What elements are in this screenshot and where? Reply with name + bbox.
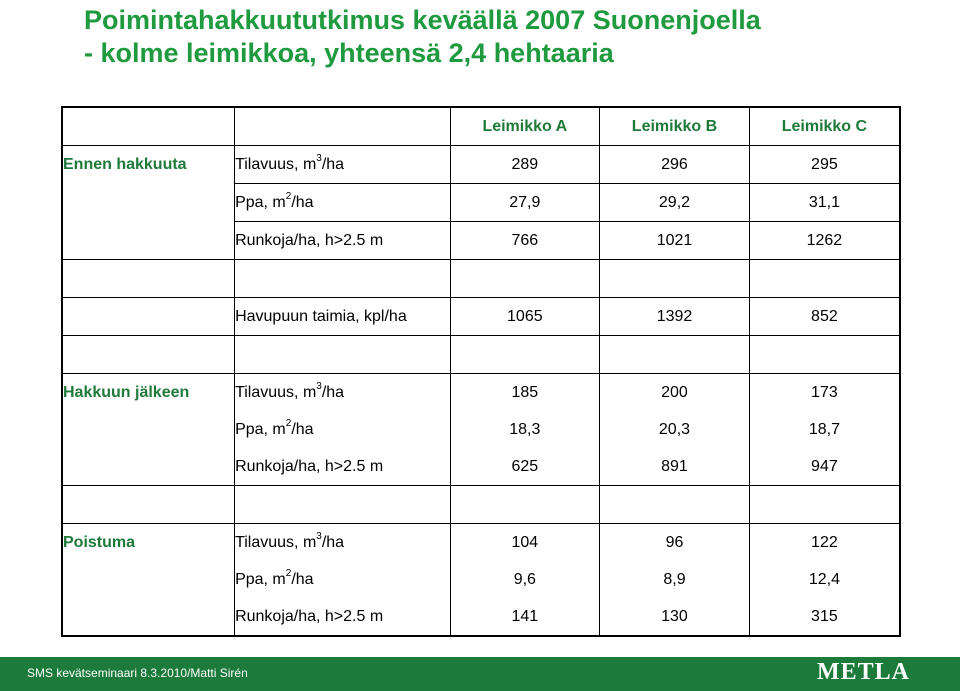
footer-credit: SMS kevätseminaari 8.3.2010/Matti Sirén — [27, 666, 248, 680]
slide-title — [84, 4, 944, 70]
cell-value: 296 — [600, 146, 750, 184]
header-leimikko-a: Leimikko A — [450, 107, 600, 146]
results-table — [61, 106, 901, 637]
cell-value: 9,6 — [450, 561, 600, 598]
table-row — [62, 146, 900, 184]
row-label-volume: Tilavuus, $m^3/ha$ — [235, 146, 450, 184]
row-label-volume: Tilavuus, $m^3/ha$ — [235, 374, 450, 412]
cell-value: 18,7 — [749, 411, 900, 448]
cell-value: 200 — [600, 374, 750, 412]
row-label-ppa: Ppa, $m^2/ha$ — [235, 561, 450, 598]
row-label-seedlings: Havupuun taimia, kpl/ha — [235, 298, 450, 336]
cell-value: 130 — [600, 598, 750, 636]
cell-value: 185 — [450, 374, 600, 412]
spacer-row — [62, 486, 900, 524]
row-label-ppa: Ppa, $m^2/ha$ — [235, 184, 450, 222]
header-leimikko-b: Leimikko B — [600, 107, 750, 146]
header-leimikko-c: Leimikko C — [749, 107, 900, 146]
cell-value: 12,4 — [749, 561, 900, 598]
spacer-row — [62, 260, 900, 298]
title-line-1: Poimintahakkuututkimus keväällä 2007 Suonenjoella — [84, 5, 761, 35]
table-row — [62, 374, 900, 412]
table-row — [62, 561, 900, 598]
table-row — [62, 598, 900, 636]
cell-value: 8,9 — [600, 561, 750, 598]
table-row — [62, 222, 900, 260]
cell-value: 1262 — [749, 222, 900, 260]
cell-value: 141 — [450, 598, 600, 636]
cell-value: 295 — [749, 146, 900, 184]
cell-value: 947 — [749, 448, 900, 486]
cell-value: 852 — [749, 298, 900, 336]
cell-value: 891 — [600, 448, 750, 486]
cell-value: 625 — [450, 448, 600, 486]
row-label-volume: Tilavuus, $m^3/ha$ — [235, 524, 450, 562]
table-row — [62, 184, 900, 222]
cell-value: 173 — [749, 374, 900, 412]
row-label-ppa: Ppa, $m^2/ha$ — [235, 411, 450, 448]
cell-value: 104 — [450, 524, 600, 562]
cell-value: 315 — [749, 598, 900, 636]
footer-bar — [0, 657, 960, 691]
table-row — [62, 411, 900, 448]
header-row — [62, 107, 900, 146]
group-label-before: Ennen hakkuuta — [62, 146, 235, 184]
cell-value: 29,2 — [600, 184, 750, 222]
cell-value: 1021 — [600, 222, 750, 260]
cell-value: 766 — [450, 222, 600, 260]
title-line-2: - kolme leimikkoa, yhteensä 2,4 hehtaaria — [84, 38, 614, 68]
cell-value: 18,3 — [450, 411, 600, 448]
cell-value: 289 — [450, 146, 600, 184]
table-row — [62, 524, 900, 562]
row-label-stems: Runkoja/ha, h>2.5 m — [235, 222, 450, 260]
group-label-after: Hakkuun jälkeen — [62, 374, 235, 412]
row-label-stems: Runkoja/ha, h>2.5 m — [235, 448, 450, 486]
cell-value: 1065 — [450, 298, 600, 336]
cell-value: 1392 — [600, 298, 750, 336]
metla-logo: METLA — [817, 659, 911, 685]
table-row — [62, 298, 900, 336]
cell-value: 96 — [600, 524, 750, 562]
cell-value: 31,1 — [749, 184, 900, 222]
group-label-removal: Poistuma — [62, 524, 235, 562]
cell-value: 122 — [749, 524, 900, 562]
row-label-stems: Runkoja/ha, h>2.5 m — [235, 598, 450, 636]
table-row — [62, 448, 900, 486]
spacer-row — [62, 336, 900, 374]
cell-value: 20,3 — [600, 411, 750, 448]
cell-value: 27,9 — [450, 184, 600, 222]
